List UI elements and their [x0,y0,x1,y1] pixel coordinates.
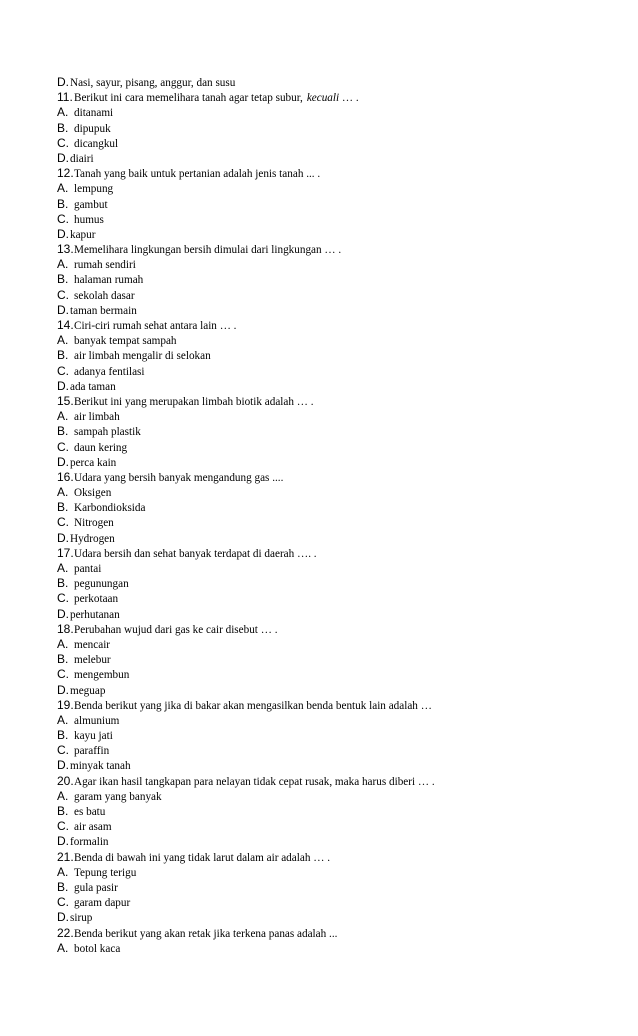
answer-option-line [57,651,617,666]
option-letter: A. [57,940,69,955]
option-text: meguap [70,684,106,697]
answer-option-line [57,560,617,575]
answer-option-line [57,575,617,590]
option-letter: C. [57,895,69,910]
option-letter: D. [57,75,69,89]
option-letter: B. [57,500,69,515]
answer-option-line [57,196,617,211]
answer-option-line [57,454,617,469]
option-letter: C. [57,743,69,758]
option-text: Hydrogen [70,532,115,545]
question-line [57,545,617,560]
question-number: 19. [57,697,74,712]
answer-option-line [57,347,617,362]
question-line [57,925,617,940]
option-text: pegunungan [74,578,129,591]
exam-document [57,74,617,955]
option-letter: D. [57,834,69,849]
answer-option-line [57,271,617,286]
option-letter: B. [57,804,69,818]
question-text: Tanah yang baik untuk pertanian adalah jenis tanah ... . [74,168,321,181]
answer-option-line [57,803,617,818]
answer-option-line [57,378,617,393]
answer-option-line [57,211,617,226]
option-letter: D. [57,682,69,697]
answer-option-line [57,864,617,879]
answer-option-line [57,894,617,909]
answer-option-line [57,120,617,135]
option-text: melebur [74,654,111,667]
question-number: 15. [57,393,74,408]
option-text: taman bermain [70,304,137,317]
option-text: adanya fentilasi [74,365,145,378]
option-letter: C. [57,287,69,302]
option-text: garam yang banyak [74,790,162,803]
option-letter: C. [57,211,69,226]
option-text: perhutanan [70,608,120,621]
question-line [57,89,617,104]
answer-option-line [57,226,617,241]
question-line [57,621,617,636]
question-text: Benda berikut yang jika di bakar akan mengasilkan benda bentuk lain adalah … [74,699,432,712]
question-line [57,393,617,408]
answer-option-line [57,439,617,454]
option-letter: B. [57,576,69,591]
answer-option-line [57,332,617,347]
question-text: Benda berikut yang akan retak jika terkena panas adalah ... [74,927,338,940]
option-text: formalin [70,836,109,849]
option-text: gula pasir [74,881,118,894]
question-text: Benda di bawah ini yang tidak larut dalam air adalah … . [74,851,330,864]
question-text: Memelihara lingkungan bersih dimulai dari lingkungan … . [74,244,342,257]
question-text: Agar ikan hasil tangkapan para nelayan tidak cepat rusak, maka harus diberi … . [74,775,435,788]
option-text: air asam [74,821,112,834]
question-text: Berikut ini yang merupakan limbah biotik adalah … . [74,395,314,408]
question-line [57,849,617,864]
option-letter: A. [57,561,69,575]
answer-option-line [57,484,617,499]
question-text: Ciri-ciri rumah sehat antara lain … . [74,320,237,332]
option-text: sirup [70,912,93,925]
option-letter: D. [57,226,69,241]
option-letter: B. [57,348,69,363]
option-text: minyak tanah [70,760,131,773]
option-letter: D. [57,910,69,925]
question-line [57,241,617,256]
answer-option-line [57,104,617,119]
question-text: Udara bersih dan sehat banyak terdapat di daerah …. . [74,547,317,560]
answer-option-line [57,636,617,651]
answer-option-line [57,74,617,89]
option-text: Karbondioksida [74,502,146,515]
option-text: sampah plastik [74,426,141,439]
question-number: 18. [57,621,74,636]
option-text: gambut [74,198,108,211]
answer-option-line [57,606,617,621]
question-number: 12. [57,166,74,181]
answer-option-line [57,590,617,605]
answer-option-line [57,742,617,757]
option-text: dicangkul [74,137,119,150]
option-letter: C. [57,819,69,834]
answer-option-line [57,909,617,924]
option-text: daun kering [74,441,128,454]
option-letter: D. [57,530,69,545]
option-letter: B. [57,728,69,743]
answer-option-line [57,530,617,545]
option-letter: D. [57,150,69,165]
answer-option-line [57,833,617,848]
option-text: Tepung terigu [74,866,137,879]
question-number: 16. [57,469,74,484]
option-letter: C. [57,363,69,378]
answer-option-line [57,712,617,727]
option-text: banyak tempat sampah [74,335,177,348]
option-text: almunium [74,714,120,727]
answer-option-line [57,727,617,742]
option-text: lempung [74,183,114,196]
answer-option-line [57,499,617,514]
option-text: ada taman [70,380,116,393]
option-letter: D. [57,606,69,621]
option-letter: A. [57,333,69,348]
option-text: kapur [70,228,96,241]
option-text: perca kain [70,456,117,469]
question-emphasis: kecuali [306,92,340,105]
option-text: pantai [74,563,102,575]
answer-option-line [57,757,617,772]
question-tail: … . [339,92,359,105]
option-text: Nitrogen [74,517,114,530]
option-letter: B. [57,879,69,894]
option-letter: C. [57,667,69,682]
option-letter: A. [57,712,69,727]
answer-option-line [57,788,617,803]
question-number: 13. [57,242,74,257]
answer-option-line [57,514,617,529]
option-text: botol kaca [74,942,121,955]
option-letter: B. [57,272,69,287]
option-text: rumah sendiri [74,259,136,272]
question-number: 14. [57,318,74,332]
option-text: air limbah mengalir di selokan [74,350,211,363]
answer-option-line [57,150,617,165]
option-text: diairi [70,152,94,165]
question-line [57,469,617,484]
question-line [57,773,617,788]
option-letter: C. [57,135,69,150]
option-text: kayu jati [74,730,113,743]
option-letter: A. [57,636,69,651]
answer-option-line [57,879,617,894]
question-line [57,317,617,332]
option-text: perkotaan [74,593,119,606]
option-text: paraffin [74,745,110,758]
question-line [57,165,617,180]
option-text: Nasi, sayur, pisang, anggur, dan susu [70,77,236,89]
option-letter: D. [57,378,69,393]
option-letter: A. [57,257,69,272]
question-number: 21. [57,849,74,864]
option-letter: A. [57,485,69,500]
option-text: Oksigen [74,487,112,500]
option-text: sekolah dasar [74,289,135,302]
answer-option-line [57,363,617,378]
answer-option-line [57,408,617,423]
question-number: 20. [57,773,74,788]
option-letter: D. [57,302,69,317]
option-letter: B. [57,652,69,667]
answer-option-line [57,940,617,955]
answer-option-line [57,423,617,438]
answer-option-line [57,135,617,150]
option-letter: B. [57,196,69,211]
option-text: garam dapur [74,897,131,910]
option-text: ditanami [74,107,114,120]
question-text: Udara yang bersih banyak mengandung gas .... [74,471,284,484]
option-text: dipupuk [74,122,111,135]
option-letter: D. [57,454,69,469]
option-text: es batu [74,806,106,818]
option-letter: B. [57,120,69,135]
answer-option-line [57,302,617,317]
option-letter: A. [57,181,69,196]
option-letter: D. [57,758,69,773]
answer-option-line [57,666,617,681]
option-letter: C. [57,591,69,606]
option-letter: C. [57,515,69,530]
question-number: 22. [57,925,74,940]
option-letter: A. [57,864,69,879]
question-text: Perubahan wujud dari gas ke cair disebut … . [74,623,278,636]
option-text: air limbah [74,411,120,424]
question-line [57,697,617,712]
answer-option-line [57,818,617,833]
option-text: mengembun [74,669,130,682]
option-letter: A. [57,105,69,120]
question-number: 11. [57,90,73,105]
answer-option-line [57,256,617,271]
option-letter: A. [57,788,69,803]
question-text: Berikut ini cara memelihara tanah agar tetap subur, [74,92,303,105]
option-text: mencair [74,638,111,651]
question-number: 17. [57,545,74,560]
option-text: humus [74,213,104,226]
option-text: halaman rumah [74,274,144,287]
answer-option-line [57,180,617,195]
option-letter: C. [57,439,69,454]
answer-option-line [57,682,617,697]
answer-option-line [57,287,617,302]
option-letter: B. [57,424,69,439]
option-letter: A. [57,409,69,424]
